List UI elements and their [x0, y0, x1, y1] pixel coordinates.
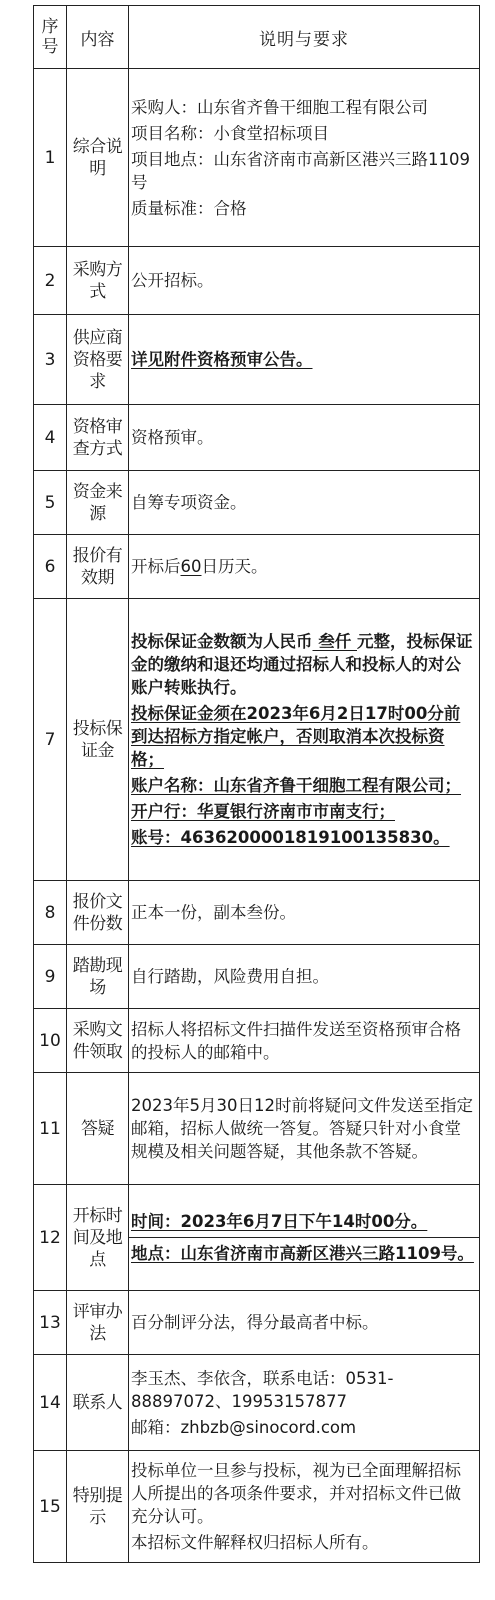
desc-line: 投标单位一旦参与投标，视为已全面理解招标人所提出的各项条件要求，并对招标文件已做充分认可。 — [131, 1461, 461, 1526]
row-num: 13 — [34, 1291, 67, 1355]
row-desc — [129, 535, 480, 599]
row-label: 答疑 — [67, 1073, 129, 1185]
row-num: 15 — [34, 1451, 67, 1563]
table-row — [34, 405, 480, 471]
desc-line: 本招标文件解释权归招标人所有。 — [131, 1533, 379, 1552]
row-label: 联系人 — [67, 1355, 129, 1451]
row-num: 11 — [34, 1073, 67, 1185]
row-desc: 公开招标。 — [129, 247, 480, 315]
header-desc: 说明与要求 — [129, 6, 480, 69]
row-desc: 自行踏勘，风险费用自担。 — [129, 945, 480, 1009]
row-label: 报价文件份数 — [67, 881, 129, 945]
row-num: 9 — [34, 945, 67, 1009]
table-row — [34, 1009, 480, 1073]
desc-text: 开标后 — [131, 557, 181, 576]
table-row — [34, 1291, 480, 1355]
row-num: 5 — [34, 471, 67, 535]
row-num: 6 — [34, 535, 67, 599]
row-desc: 资格预审。 — [129, 405, 480, 471]
table-row — [34, 247, 480, 315]
validity-days: 60 — [180, 557, 202, 576]
row-desc — [129, 1451, 480, 1563]
row-num: 2 — [34, 247, 67, 315]
row-num: 10 — [34, 1009, 67, 1073]
desc-text: 日历天。 — [201, 557, 268, 576]
row-num: 7 — [34, 599, 67, 881]
contact-phone: 李玉杰、李依含，联系电话：0531-88897072、19953157877 — [131, 1368, 394, 1411]
table-row — [34, 1451, 480, 1563]
row-desc: 2023年5月30日12时前将疑问文件发送至指定邮箱，招标人做统一答复。答疑只针对小食堂规模及相关问题答疑，其他条款不答疑。 — [129, 1073, 480, 1185]
row-desc — [129, 1185, 480, 1291]
row-num: 1 — [34, 69, 67, 247]
row-label: 资金来源 — [67, 471, 129, 535]
table-row — [34, 69, 480, 247]
account-name: 账户名称：山东省齐鲁干细胞工程有限公司； — [131, 776, 461, 795]
header-num: 序号 — [34, 6, 67, 69]
deposit-deadline: 投标保证金须在2023年6月2日17时00分前到达招标方指定帐户，否则取消本次投标资格； — [131, 704, 461, 769]
row-num: 4 — [34, 405, 67, 471]
row-label: 综合说明 — [67, 69, 129, 247]
opening-location — [129, 1237, 479, 1269]
table-row — [34, 535, 480, 599]
row-label: 特别提示 — [67, 1451, 129, 1563]
table-row — [34, 471, 480, 535]
table-row — [34, 1355, 480, 1451]
row-label: 投标保证金 — [67, 599, 129, 881]
desc-line — [131, 774, 476, 797]
row-num: 12 — [34, 1185, 67, 1291]
desc-line — [131, 702, 476, 771]
row-desc — [129, 599, 480, 881]
desc-line — [131, 826, 476, 849]
row-label: 资格审查方式 — [67, 405, 129, 471]
table-row — [34, 945, 480, 1009]
row-num: 14 — [34, 1355, 67, 1451]
row-desc — [129, 69, 480, 247]
row-desc — [129, 1355, 480, 1451]
row-num: 3 — [34, 315, 67, 405]
desc-line — [131, 630, 476, 699]
row-desc: 正本一份，副本叁份。 — [129, 881, 480, 945]
row-label: 报价有效期 — [67, 535, 129, 599]
table-row — [34, 1073, 480, 1185]
contact-email: 邮箱：zhbzb@sinocord.com — [131, 1417, 357, 1437]
table-row — [34, 599, 480, 881]
desc-line: 项目名称：小食堂招标项目 — [131, 123, 329, 143]
table-header-row — [34, 6, 480, 69]
row-desc: 百分制评分法，得分最高者中标。 — [129, 1291, 480, 1355]
table-row — [34, 1185, 480, 1291]
header-content: 内容 — [67, 6, 129, 69]
desc-line — [131, 800, 476, 823]
row-label: 供应商资格要求 — [67, 315, 129, 405]
opening-time — [129, 1206, 479, 1237]
account-number: 账号：46362000018191001358​30。 — [131, 828, 450, 847]
row-desc — [129, 315, 480, 405]
row-desc: 自筹专项资金。 — [129, 471, 480, 535]
underlined-text: 地点：山东省济南市高新区港兴三路1109号。 — [131, 1244, 474, 1263]
table-row — [34, 315, 480, 405]
desc-text: 投标保证金数额为人民币 — [131, 632, 313, 651]
row-label: 开标时间及地点 — [67, 1185, 129, 1291]
row-desc: 招标人将招标文件扫描件发送至资格预审合格的投标人的邮箱中。 — [129, 1009, 480, 1073]
desc-line: 质量标准：合格 — [131, 198, 247, 218]
bank-name: 开户行：华夏银行济南市市南支行； — [131, 802, 395, 821]
underlined-text: 时间：2023年6月7日下午14时00分。 — [131, 1212, 428, 1231]
row-num: 8 — [34, 881, 67, 945]
row-label: 采购文件领取 — [67, 1009, 129, 1073]
deposit-amount: 叁仟 — [312, 632, 357, 651]
desc-text: 元整，投标保证金的缴纳和退还均通过招标人和投标人的对公账户转账执行。 — [131, 632, 473, 697]
row-label: 踏勘现场 — [67, 945, 129, 1009]
desc-line: 采购人：山东省齐鲁干细胞工程有限公司 — [131, 97, 428, 117]
row-label: 采购方式 — [67, 247, 129, 315]
bid-requirements-table — [33, 5, 480, 1563]
row-label: 评审办法 — [67, 1291, 129, 1355]
table-row — [34, 881, 480, 945]
underlined-text: 详见附件资格预审公告。 — [131, 350, 313, 369]
desc-line: 项目地点：山东省济南市高新区港兴三路1109号 — [131, 149, 470, 192]
bid-requirements-table-wrapper — [33, 5, 479, 1563]
